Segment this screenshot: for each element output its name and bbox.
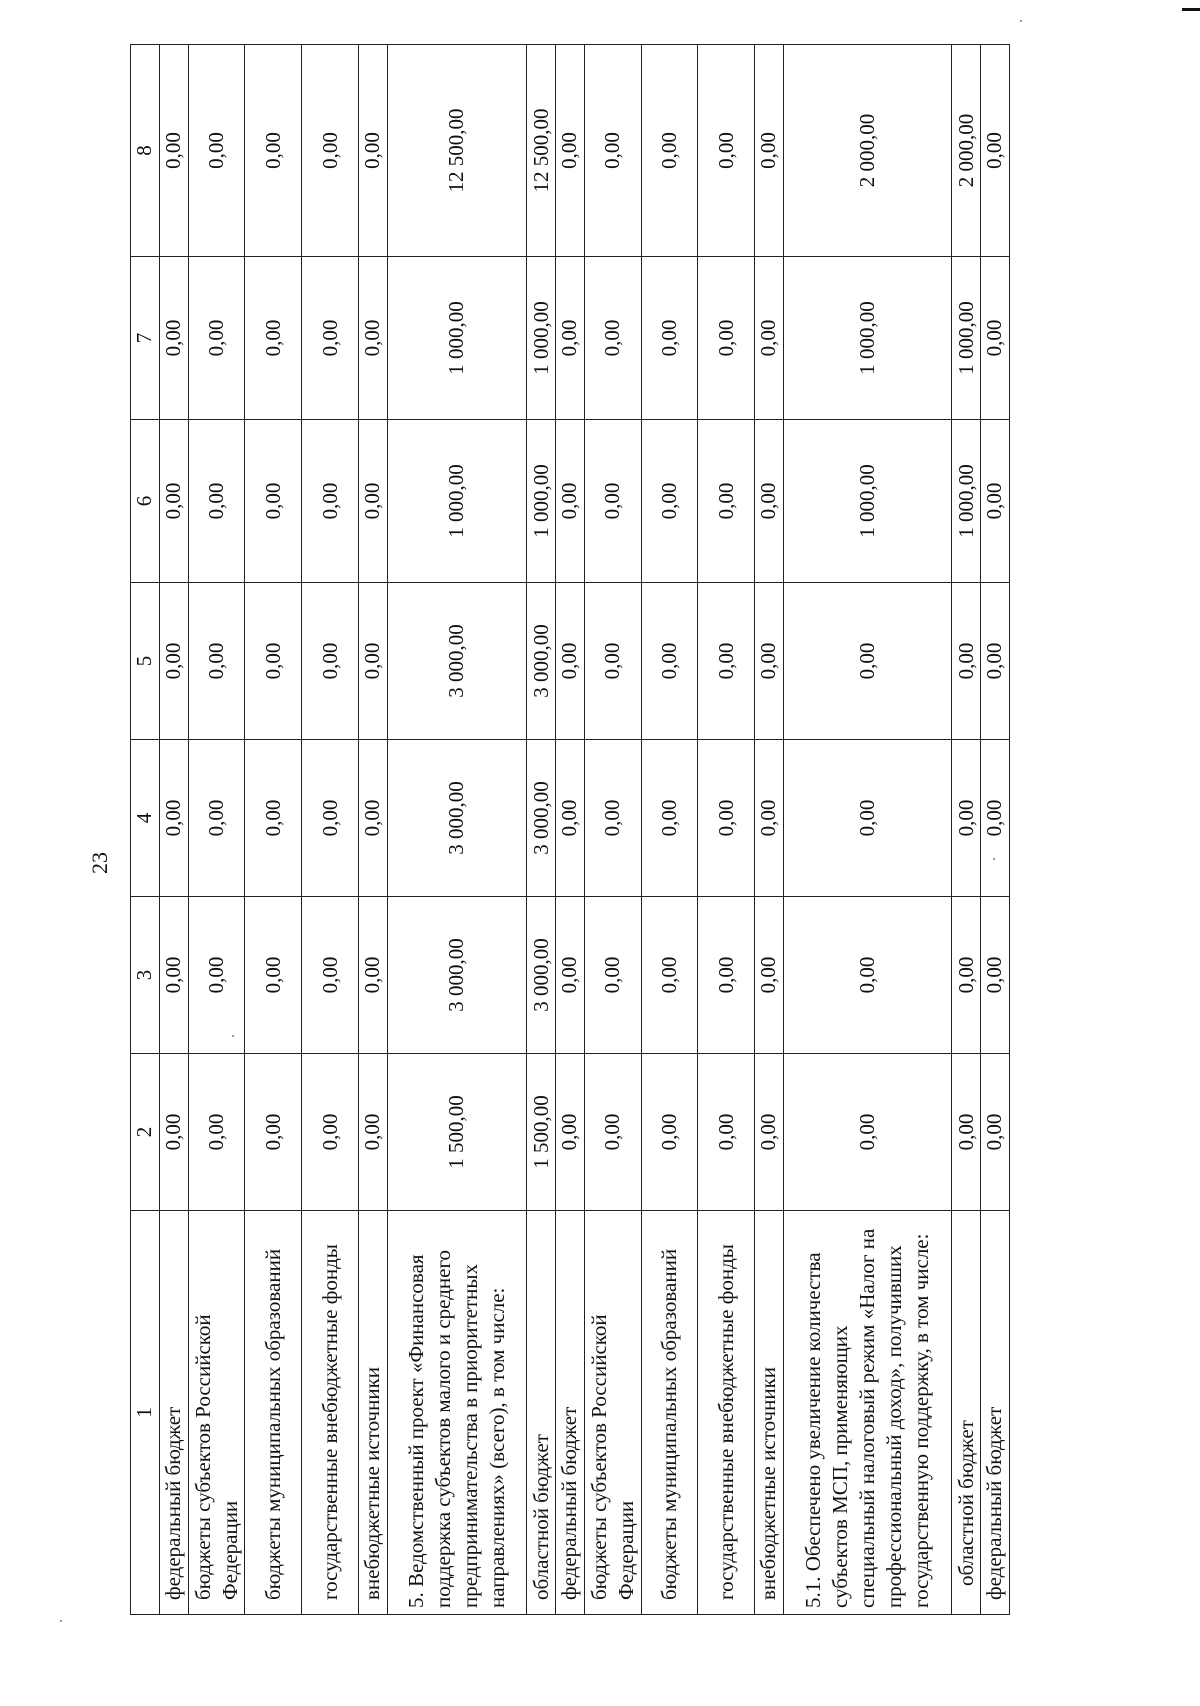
value-cell: 0,00	[698, 1054, 755, 1211]
value-cell: 0,00	[555, 583, 584, 740]
value-cell: 0,00	[358, 740, 387, 897]
value-cell: 1 000,00	[783, 257, 951, 420]
value-cell: 0,00	[783, 583, 951, 740]
value-cell: 1 000,00	[527, 420, 556, 583]
row-label: внебюджетные источники	[358, 1211, 387, 1615]
table-row	[387, 45, 526, 1615]
value-cell: 0,00	[584, 583, 641, 740]
value-cell: 0,00	[188, 257, 245, 420]
page-number: 23	[87, 852, 112, 874]
value-cell: 0,00	[245, 740, 302, 897]
row-label: федеральный бюджет	[555, 1211, 584, 1615]
value-cell: 0,00	[952, 583, 981, 740]
value-cell: 0,00	[159, 420, 188, 583]
value-cell: 0,00	[245, 420, 302, 583]
value-cell: 0,00	[358, 583, 387, 740]
value-cell: 0,00	[245, 1054, 302, 1211]
row-label: бюджеты субъектов Российской Федерации	[584, 1211, 641, 1615]
value-cell: 0,00	[980, 897, 1009, 1054]
value-cell: 0,00	[159, 45, 188, 257]
value-cell: 0,00	[641, 420, 698, 583]
column-header: 4	[131, 740, 160, 897]
row-label: 5.1. Обеспечено увеличение количества субъектов МСП, применяющих специальный налоговый режим «Налог на профессиональный доход», получивших государственную поддержку, в том числе:	[783, 1211, 951, 1615]
value-cell: 2 000,00	[952, 45, 981, 257]
value-cell: 0,00	[755, 45, 784, 257]
column-header: 5	[131, 583, 160, 740]
value-cell: 1 500,00	[527, 1054, 556, 1211]
scan-speck	[1020, 20, 1022, 22]
value-cell: 0,00	[188, 420, 245, 583]
value-cell: 0,00	[755, 257, 784, 420]
value-cell: 0,00	[698, 420, 755, 583]
value-cell: 0,00	[755, 583, 784, 740]
value-cell: 1 000,00	[527, 257, 556, 420]
column-header: 2	[131, 1054, 160, 1211]
value-cell: 3 000,00	[387, 740, 526, 897]
value-cell: 0,00	[952, 897, 981, 1054]
table-header-row	[131, 45, 160, 1615]
value-cell: 0,00	[952, 1054, 981, 1211]
value-cell: 0,00	[755, 420, 784, 583]
value-cell: 12 500,00	[527, 45, 556, 257]
row-label: внебюджетные источники	[755, 1211, 784, 1615]
value-cell: 3 000,00	[527, 897, 556, 1054]
value-cell: 0,00	[698, 583, 755, 740]
value-cell: 0,00	[980, 257, 1009, 420]
value-cell: 1 000,00	[952, 257, 981, 420]
value-cell: 0,00	[159, 740, 188, 897]
table-row	[358, 45, 387, 1615]
rotated-table-wrapper	[130, 45, 1010, 1615]
row-label: областной бюджет	[527, 1211, 556, 1615]
column-header: 3	[131, 897, 160, 1054]
table-row	[698, 45, 755, 1615]
value-cell: 0,00	[555, 420, 584, 583]
value-cell: 0,00	[980, 740, 1009, 897]
scan-speck	[232, 1035, 234, 1037]
table-row	[952, 45, 981, 1615]
row-label: областной бюджет	[952, 1211, 981, 1615]
value-cell: 3 000,00	[527, 740, 556, 897]
value-cell: 0,00	[755, 897, 784, 1054]
value-cell: 0,00	[188, 1054, 245, 1211]
value-cell: 1 500,00	[387, 1054, 526, 1211]
value-cell: 0,00	[159, 583, 188, 740]
value-cell: 0,00	[641, 257, 698, 420]
row-label: 5. Ведомственный проект «Финансовая поддержка субъектов малого и среднего предпринимательства в приоритетных направлениях» (всего), в том числе:	[387, 1211, 526, 1615]
value-cell: 3 000,00	[387, 583, 526, 740]
value-cell: 0,00	[159, 257, 188, 420]
value-cell: 0,00	[188, 897, 245, 1054]
value-cell: 0,00	[698, 897, 755, 1054]
table-row	[980, 45, 1009, 1615]
value-cell: 0,00	[783, 740, 951, 897]
value-cell: 0,00	[555, 45, 584, 257]
scan-speck	[60, 1620, 62, 1622]
value-cell: 0,00	[584, 45, 641, 257]
value-cell: 0,00	[584, 897, 641, 1054]
value-cell: 0,00	[358, 1054, 387, 1211]
row-label: государственные внебюджетные фонды	[302, 1211, 359, 1615]
value-cell: 0,00	[245, 257, 302, 420]
row-label: бюджеты муниципальных образований	[245, 1211, 302, 1615]
value-cell: 0,00	[584, 257, 641, 420]
value-cell: 0,00	[358, 420, 387, 583]
value-cell: 12 500,00	[387, 45, 526, 257]
value-cell: 0,00	[188, 583, 245, 740]
table-row	[188, 45, 245, 1615]
value-cell: 0,00	[358, 45, 387, 257]
column-header: 7	[131, 257, 160, 420]
table-row	[159, 45, 188, 1615]
value-cell: 0,00	[302, 420, 359, 583]
value-cell: 0,00	[188, 45, 245, 257]
value-cell: 0,00	[755, 740, 784, 897]
value-cell: 0,00	[952, 740, 981, 897]
table-body	[131, 45, 1010, 1615]
row-label: федеральный бюджет	[980, 1211, 1009, 1615]
row-label: государственные внебюджетные фонды	[698, 1211, 755, 1615]
value-cell: 0,00	[783, 897, 951, 1054]
value-cell: 0,00	[555, 897, 584, 1054]
value-cell: 0,00	[698, 740, 755, 897]
value-cell: 0,00	[755, 1054, 784, 1211]
value-cell: 0,00	[188, 740, 245, 897]
value-cell: 0,00	[302, 45, 359, 257]
column-header: 6	[131, 420, 160, 583]
value-cell: 0,00	[980, 1054, 1009, 1211]
value-cell: 0,00	[584, 740, 641, 897]
row-label: бюджеты субъектов Российской Федерации	[188, 1211, 245, 1615]
value-cell: 0,00	[641, 1054, 698, 1211]
value-cell: 1 000,00	[952, 420, 981, 583]
value-cell: 3 000,00	[527, 583, 556, 740]
value-cell: 0,00	[641, 45, 698, 257]
row-label: бюджеты муниципальных образований	[641, 1211, 698, 1615]
value-cell: 0,00	[783, 1054, 951, 1211]
value-cell: 0,00	[980, 420, 1009, 583]
column-header: 8	[131, 45, 160, 257]
table-row	[302, 45, 359, 1615]
table-row	[584, 45, 641, 1615]
row-label: федеральный бюджет	[159, 1211, 188, 1615]
table-row	[555, 45, 584, 1615]
value-cell: 2 000,00	[783, 45, 951, 257]
value-cell: 0,00	[641, 897, 698, 1054]
value-cell: 1 000,00	[783, 420, 951, 583]
value-cell: 0,00	[302, 257, 359, 420]
value-cell: 0,00	[159, 897, 188, 1054]
value-cell: 0,00	[641, 583, 698, 740]
table-row	[783, 45, 951, 1615]
value-cell: 0,00	[302, 897, 359, 1054]
value-cell: 0,00	[302, 583, 359, 740]
value-cell: 1 000,00	[387, 420, 526, 583]
value-cell: 0,00	[245, 583, 302, 740]
table-row	[245, 45, 302, 1615]
value-cell: 3 000,00	[387, 897, 526, 1054]
page-edge-mark	[1182, 8, 1200, 11]
value-cell: 0,00	[358, 897, 387, 1054]
value-cell: 0,00	[159, 1054, 188, 1211]
value-cell: 0,00	[358, 257, 387, 420]
value-cell: 0,00	[584, 420, 641, 583]
table-row	[755, 45, 784, 1615]
value-cell: 0,00	[980, 583, 1009, 740]
value-cell: 0,00	[245, 45, 302, 257]
value-cell: 0,00	[302, 740, 359, 897]
value-cell: 0,00	[555, 740, 584, 897]
column-header: 1	[131, 1211, 160, 1615]
value-cell: 0,00	[245, 897, 302, 1054]
table-row	[527, 45, 556, 1615]
value-cell: 0,00	[584, 1054, 641, 1211]
value-cell: 0,00	[698, 45, 755, 257]
scan-speck	[993, 858, 995, 860]
value-cell: 0,00	[302, 1054, 359, 1211]
value-cell: 0,00	[641, 740, 698, 897]
value-cell: 0,00	[555, 1054, 584, 1211]
value-cell: 1 000,00	[387, 257, 526, 420]
table-row	[641, 45, 698, 1615]
value-cell: 0,00	[555, 257, 584, 420]
financing-table	[130, 44, 1010, 1615]
value-cell: 0,00	[698, 257, 755, 420]
value-cell: 0,00	[980, 45, 1009, 257]
